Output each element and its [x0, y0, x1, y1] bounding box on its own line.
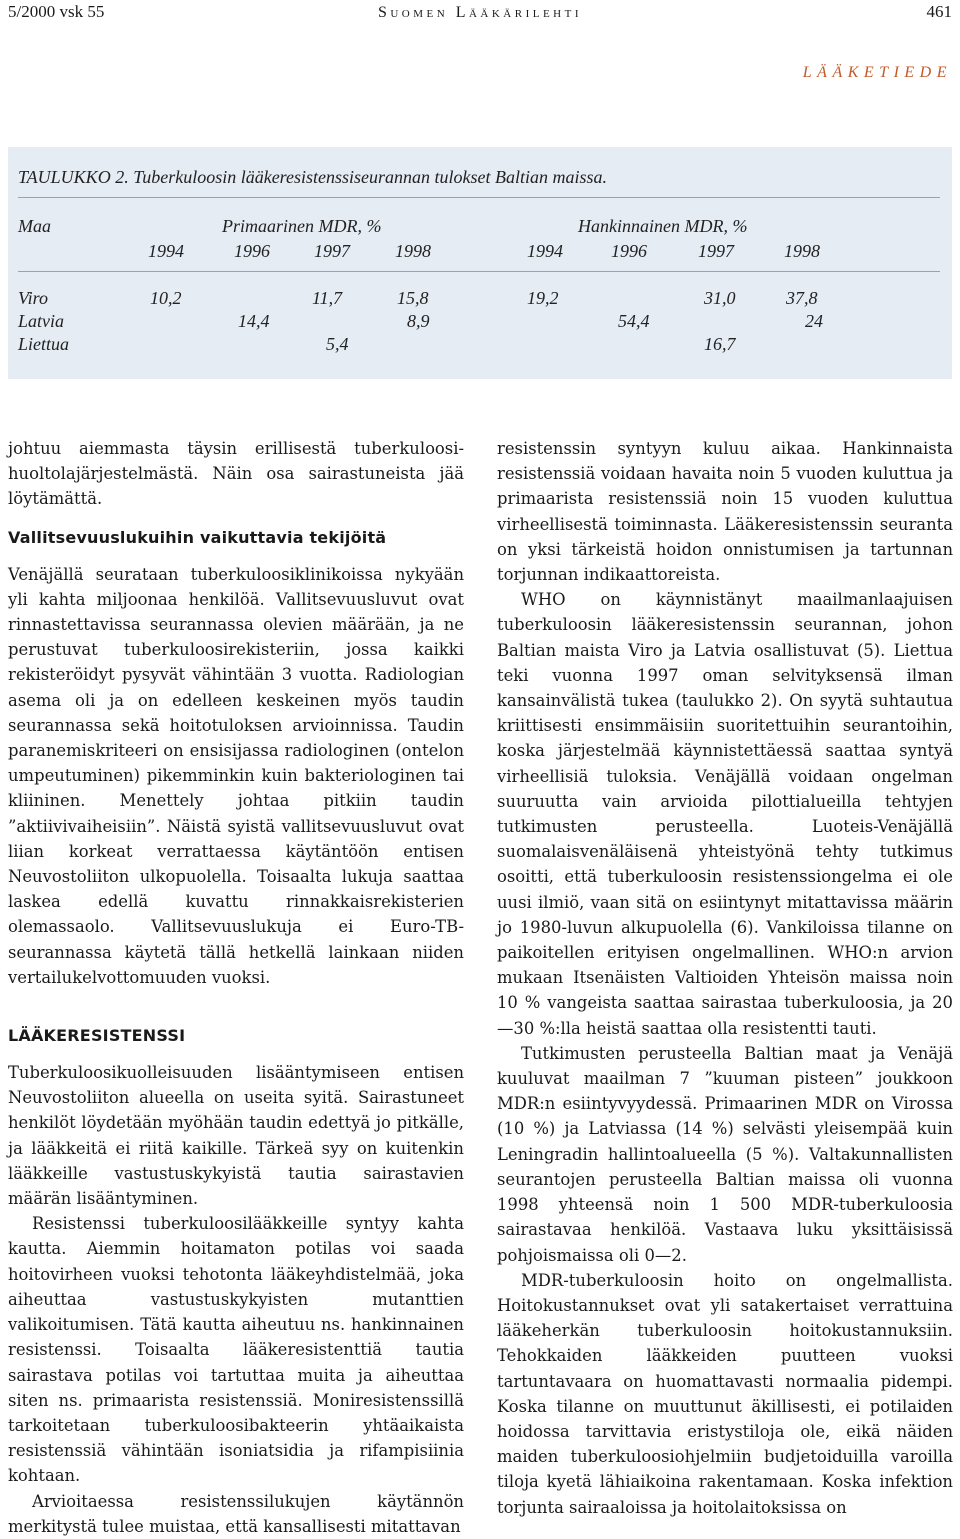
row-label: Viro	[18, 288, 48, 308]
paragraph: resistenssin syntyyn kuluu aikaa. Hankinnaista resistenssiä voidaan havaita noin 5 vuoden kuluttua ja primaarista resistenssiä noin 15 vuoden kuluttua virheellisestä toiminnasta. Lääkeresistenssin seuranta on yksi tärkeistä hoidon onnistumisen ja tartunnan torjunnan indikaattoreista.	[497, 439, 953, 585]
paragraph: Resistenssi tuberkuloosilääkkeille syntyy kahta kautta. Aiemmin hoitamaton potilas voi saada hoitovirheen vuoksi tehotonta lääkeyhdistelmää, joka aiheuttaa vastustuskykyisten mutanttien valikoitumisen. Tätä kautta aiheutuu ns. hankinnainen resistenssi. Toisaalta lääkeresistenttiä tautia sairastava potilas voi tartuttaa muita ja aiheuttaa siten ns. primaarista resistenssiä. Moniresistenssillä tarkoitetaan tuberkuloosibakteerin yhtäaikaista resistenssiä vähintään isoniatsidia ja rifampisiinia kohtaan.	[8, 1214, 464, 1486]
paragraph: WHO on käynnistänyt maailmanlaajuisen tuberkuloosin lääkeresistenssin seurannan, johon Baltian maista Viro ja Latvia osallistuvat (5). Liettua teki vuonna 1997 oman selvityksensä ilman kansainvälistä tukea (taulukko 2). On syytä suhtautua kriittisesti ensimmäisiin suoritettuihin seurantoihin, koska järjestelmää käynnistettäessä saattaa syntyä virheellisiä tuloksia. Venäjällä voidaan ongelman suuruutta vain arvioida pilottialueilla tehtyjen tutkimusten perusteella. Luoteis-Venäjällä suomalaisvenäläisenä yhteistyönä tehty tutkimus osoitti, että tuberkuloosin resistenssiongelma ei ole uusi ilmiö, vaan sitä on esiintynyt mitattavissa määrin jo 1980-luvun alkupuolella (6). Vankiloissa tilanne on paikoitellen erityisen ongelmallinen. WHO:n arvion mukaan Itsenäisten Valtioiden Yhteisön maissa noin 10 % vangeista saattaa sairastaa tuberkuloosia, ja 20—30 %:lla heistä saattaa olla resistentti tauti.	[497, 590, 953, 1038]
heading-drug-resistance: LÄÄKERESISTENSSI	[8, 1026, 186, 1046]
year-header: 1996	[234, 241, 270, 261]
data-table	[8, 147, 952, 379]
year-header: 1997	[314, 241, 350, 261]
table-header-rule	[18, 271, 940, 272]
paragraph: johtuu aiemmasta täysin erillisestä tuberkuloosi-huoltolajärjestelmästä. Näin osa sairastuneista jää löytämättä.	[8, 439, 464, 509]
table-cell: 11,7	[312, 288, 343, 308]
table-cell: 5,4	[326, 334, 349, 354]
table-caption: TAULUKKO 2. Tuberkuloosin lääkeresistenssiseurannan tulokset Baltian maissa.	[18, 167, 608, 187]
table-cell: 15,8	[397, 288, 429, 308]
year-header: 1998	[395, 241, 431, 261]
paragraph: Venäjällä seurataan tuberkuloosiklinikoissa nykyään yli kahta miljoonaa henkilöä. Vallitsevuusluvut ovat rinnastettavissa seurannassa olevien määrään, ja ne perustuvat tuberkuloosirekisteriin, jossa kaikki rekisteröidyt pysyvät vähintään 3 vuotta. Radiologian asema oli ja on edelleen keskeinen myös taudin seurannassa sekä hoitotuloksen arvioinnissa. Taudin paranemiskriteeri on ensisijassa radiologinen (ontelon umpeutuminen) pikemminkin kuin bakteriologinen tai kliininen. Menettely johtaa pitkiin taudin ”aktiivivaiheisiin”. Näistä syistä vallitsevuusluvut ovat liian korkeat verrattaessa käytäntöön entisen Neuvostoliiton ulkopuolella. Toisaalta lukuja saattaa laskea edellä kuvattu rinnakkaisrekisterien olemassaolo. Vallitsevuuslukuja ei Euro-TB-seurannassa käytetä tällä hetkellä lainkaan niiden vertailukelvottomuuden vuoksi.	[8, 564, 464, 987]
group-header-acquired: Hankinnainen MDR, %	[578, 216, 748, 236]
table-cell: 54,4	[618, 311, 650, 331]
year-header: 1996	[611, 241, 647, 261]
right-column	[497, 436, 953, 1520]
table-cell: 31,0	[704, 288, 736, 308]
group-header-primary: Primaarinen MDR, %	[222, 216, 382, 236]
table-top-rule	[18, 197, 940, 198]
year-header: 1994	[148, 241, 184, 261]
row-label: Liettua	[18, 334, 70, 354]
journal-title: Suomen Lääkärilehti	[377, 4, 583, 21]
table-cell: 14,4	[238, 311, 270, 331]
row-label: Latvia	[18, 311, 65, 331]
issue-info: 5/2000 vsk 55	[8, 2, 105, 21]
page-number: 461	[926, 2, 952, 21]
year-header: 1998	[784, 241, 820, 261]
paragraph: Arvioitaessa resistenssilukujen käytännön merkitystä tulee muistaa, että kansallisesti mitattavan	[8, 1491, 464, 1536]
paragraph: Tuberkuloosikuolleisuuden lisääntymiseen entisen Neuvostoliiton alueella on useita syitä. Sairastuneet henkilöt löydetään myöhään taudin edettyä jo pitkälle, ja lääkkeitä ei riitä kaikille. Tärkeä syy on kuitenkin lääkkeille vastustuskykyistä tautia sairastavien määrän lisääntyminen.	[8, 1063, 464, 1209]
column-header-country: Maa	[18, 216, 51, 236]
section-label: LÄÄKETIEDE	[802, 64, 952, 81]
left-column	[8, 436, 464, 1539]
year-header: 1997	[698, 241, 734, 261]
table-cell: 19,2	[527, 288, 559, 308]
table-cell: 16,7	[704, 334, 736, 354]
table-cell: 8,9	[407, 311, 430, 331]
page-header	[0, 0, 960, 26]
paragraph: Tutkimusten perusteella Baltian maat ja Venäjä kuuluvat maailman 7 ”kuuman pisteen” joukkoon MDR:n esiintyvyydessä. Primaarinen MDR on Virossa (10 %) ja Latviassa (14 %) selvästi yleisempää kuin Leningradin hallintoalueella (5 %). Valtakunnallisten seurantojen perusteella Baltian maissa oli vuonna 1998 yhteensä noin 1 500 MDR-tuberkuloosia sairastavaa henkilöä. Vastaava luku yksittäisissä pohjoismaissa oli 0—2.	[497, 1043, 953, 1265]
table-cell: 10,2	[150, 288, 182, 308]
year-header: 1994	[527, 241, 563, 261]
subheading-prevalence-factors: Vallitsevuuslukuihin vaikuttavia tekijöitä	[8, 527, 387, 547]
table-cell: 24	[805, 311, 823, 331]
paragraph: MDR-tuberkuloosin hoito on ongelmallista. Hoitokustannukset ovat yli satakertaiset verrattuina lääkeherkän tuberkuloosin hoitokustannuksiin. Tehokkaiden lääkkeiden puutteen vuoksi tartuntavaara on huomattavasti normaalia pidempi. Koska tilanne on muuttunut äkillisesti, ei potilaiden hoidossa tarvittavia eristystiloja ole, eikä näiden maiden tuberkuloosiohjelmiin budjetoiduilla varoilla tiloja kyetä lähiaikoina rakentamaan. Koska infektion torjunta sairaaloissa ja hoitolaitoksissa on	[497, 1270, 953, 1517]
table-cell: 37,8	[786, 288, 818, 308]
